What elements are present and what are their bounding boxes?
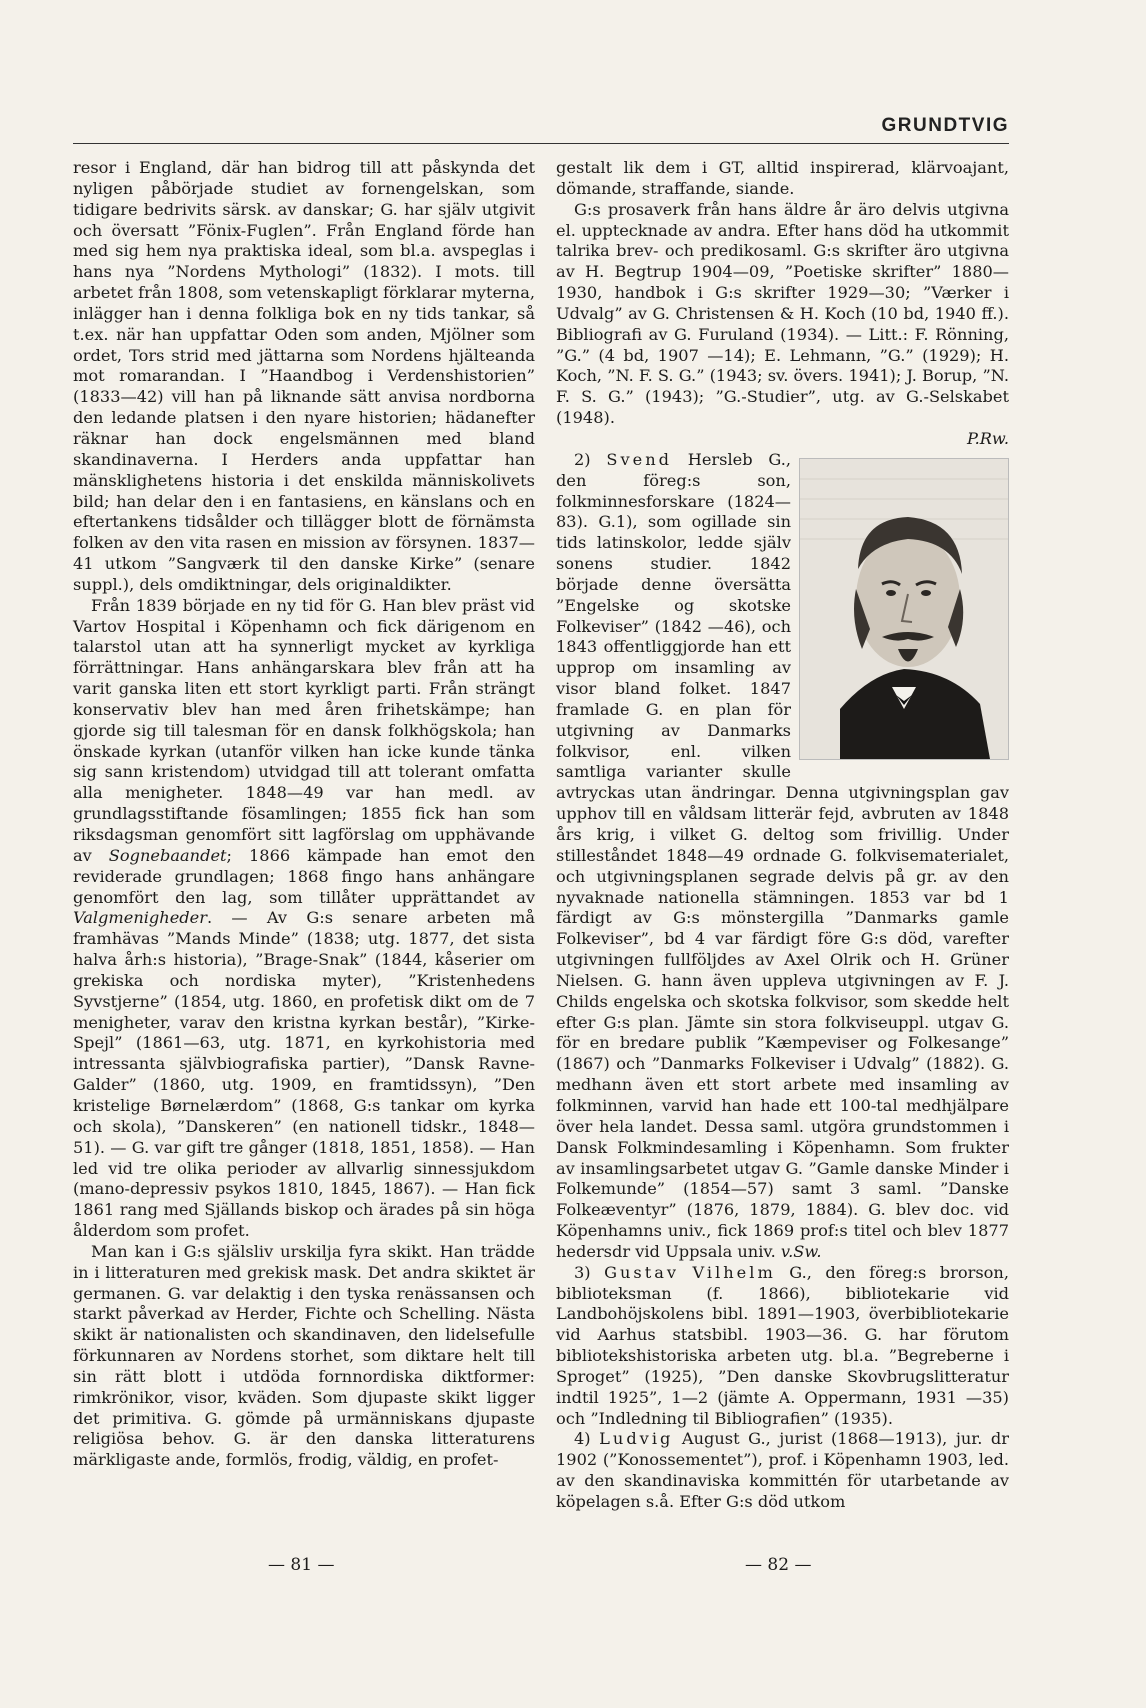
entry-name: Ludvig	[599, 1429, 674, 1449]
right-paragraph-1: gestalt lik dem i GT, alltid inspirerad, klärvoajant, dömande, straffande, siande.	[556, 158, 1009, 198]
page-number-right: — 82 —	[745, 1555, 812, 1575]
entry-name: Svend	[606, 449, 672, 469]
entry-number: 4)	[574, 1429, 591, 1449]
text-run: G., den föreg:s brorson, biblioteksman (f. 1866), bibliotekarie vid Landbohöjskolens bibl. 1891—1903, överbibliotekarie vid Aarhus statsbibl. 1903—36. G. har förutom bibliotekshistoriska arbeten utg. bl.a. ”Begreberne i Sproget” (1925), ”Den danske Skovbrugslitteratur indtil 1925”, 1—2 (jämte A. Oppermann, 1931 —35) och ”Indledning til Bibliografien” (1935).	[556, 1262, 1009, 1428]
right-paragraph-3	[556, 450, 1009, 1263]
entry-name: Gustav	[604, 1262, 680, 1282]
italic-term: Valgmenigheder	[73, 908, 207, 928]
right-paragraph-5	[556, 1429, 1009, 1512]
entry-number: 2)	[574, 449, 591, 469]
text-run: ; 1866 kämpade han emot den reviderade grundlagen; 1868 fingo hans anhängare genomfört den lag, som tillåter upprättandet av	[73, 845, 535, 907]
right-paragraph-2	[556, 200, 1009, 450]
text-run: . — Av G:s senare arbeten må framhävas ”Mands Minde” (1838; utg. 1877, det sista halva årh:s historia), ”Brage-Snak” (1844, kåserier om grekiska och nordiska myter), ”Kristenhedens Syvstjerne” (1854, utg. 1860, en profetisk dikt om de 7 menigheter, varav den kristna kyrkan består), ”Kirke-Spejl” (1861—63, utg. 1871, en kyrkohistoria med intressanta självbiografiska partier), ”Dansk Ravne-Galder” (1860, utg. 1909, en framtidssyn), ”Den kristelige Børnelærdom” (1868, G:s tankar om kyrka och skola), ”Danskeren” (en nationell tidskr., 1848—51). — G. var gift tre gånger (1818, 1851, 1858). — Han led vid tre olika perioder av allvarlig sinnessjukdom (mano-depressiv psykos 1810, 1845, 1867). — Han fick 1861 rang med Själlands biskop och ärades på sin höga ålderdom som profet.	[73, 908, 535, 1241]
entry-name: Vilhelm	[692, 1262, 776, 1282]
entry-number: 3)	[574, 1262, 591, 1282]
author-signature: v.Sw.	[780, 1241, 822, 1261]
text-run: August G., jurist (1868—1913), jur. dr 1902 (”Konossementet”), prof. i Köpenhamn 1903, led. av den skandinaviska kommittén för utarbetande av köpelagen s.å. Efter G:s död utkom	[556, 1429, 1009, 1511]
page-number-left: — 81 —	[268, 1555, 335, 1575]
text-run: Hersleb G., den föreg:s son, folkminnesforskare (1824—83). G.1), som ogillade sin tids latinskolor, ledde själv sonens studier. 1842 började denne översätta ”Engelske og skotske Folkeviser” (1842 —46), och 1843 offentliggjorde han ett upprop om insamling av visor bland folket. 1847 framlade G. en plan för utgivning av Danmarks folkvisor, enl. vilken samtliga varianter skulle avtryckas utan ändringar. Denna utgivningsplan gav upphov till en våldsam litterär fejd, avbruten av 1848 års krig, i vilket G. deltog som frivillig. Under stilleståndet 1848—49 ordnade G. folkvisematerialet, och utgivningsplanen segrade delvis på gr. av den nyvaknade nationella stämningen. 1853 var bd 1 färdigt av G:s mönstergilla ”Danmarks gamle Folkeviser”, bd 4 var färdigt före G:s död, varefter utgivningen fullföljdes av Axel Olrik och H. Grüner Nielsen. G. hann även uppleva utgivningen av F. J. Childs engelska och skotska folkvisor, som skedde helt efter G:s plan. Jämte sin stora folkviseuppl. utgav G. för en bredare publik ”Kæmpeviser og Folkesange” (1867) och ”Danmarks Folkeviser i Udvalg” (1882). G. medhann även ett stort arbete med insamling av folkminnen, varvid han hade ett 100-tal medhjälpare över hela landet. Dessa saml. utgöra grundstommen i Dansk Folkmindesamling i Köpenhamn. Som frukter av insamlingsarbetet utgav G. ”Gamle danske Minder i Folkemunde” (1854—57) samt 3 saml. ”Danske Folkeæventyr” (1876, 1879, 1884). G. blev doc. vid Köpenhamns univ., fick 1869 prof:s titel och blev 1877 hedersdr vid Uppsala univ.	[556, 449, 1009, 1261]
left-paragraph-2	[73, 596, 535, 1242]
text-run: Från 1839 började en ny tid för G. Han blev präst vid Vartov Hospital i Köpenhamn och fick därigenom en talarstol utan att ha synnerligt mycket av kyrkliga förrättningar. Hans anhängarskara blev från att ha varit ganska liten ett stort kyrkligt parti. Från strängt konservativ blev han med åren frihetskämpe; han gjorde sig till talesman för en dansk folkhögskola; han önskade kyrkan (utanför vilken han icke kunde tänka sig sann kristendom) utvidgad till att tolerant omfatta alla menigheter. 1848—49 var han medl. av grundlagsstiftande fösamlingen; 1855 fick han som riksdagsman genomfört sitt lagförslag om upphävande av	[73, 595, 535, 865]
text-run: G:s prosaverk från hans äldre år äro delvis utgivna el. upptecknade av andra. Efter hans död ha utkommit talrika brev- och predikosaml. G:s skrifter äro utgivna av H. Begtrup 1904—09, ”Poetiske skrifter” 1880—1930, handbok i G:s skrifter 1929—30; ”Værker i Udvalg” av G. Christensen & H. Koch (10 bd, 1940 ff.). Bibliografi av G. Furuland (1934). — Litt.: F. Rönning, ”G.” (4 bd, 1907 —14); E. Lehmann, ”G.” (1929); H. Koch, ”N. F. S. G.” (1943; sv. övers. 1941); J. Borup, ”N. F. S. G.” (1943); ”G.-Studier”, utg. av G.-Selskabet (1948).	[556, 199, 1009, 428]
portrait-image	[799, 458, 1009, 760]
author-signature: P.Rw.	[966, 428, 1009, 448]
right-column	[556, 158, 1009, 1513]
italic-term: Sognebaandet	[108, 845, 227, 865]
left-paragraph-3: Man kan i G:s själsliv urskilja fyra skikt. Han trädde in i litteraturen med grekisk mask. Det andra skiktet är germanen. G. var delaktig i den tyska renässansen och starkt påverkad av Herder, Fichte och Schelling. Nästa skikt är nationalisten och skandinaven, den lidelsefulle förkunnaren av Nordens storhet, som diktare helt till sin rätt blott i utdöda fornnordiska diktformer: rimkrönikor, visor, kväden. Som djupaste skikt ligger det primitiva. G. gömde på urmänniskans djupaste religiösa behov. G. är den danska litteraturens märkligaste ande, formlös, frodig, väldig, en profet-	[73, 1241, 535, 1470]
right-paragraph-4	[556, 1263, 1009, 1430]
left-column	[73, 158, 535, 1471]
header-rule	[73, 143, 1009, 144]
running-title: GRUNDTVIG	[881, 115, 1009, 136]
portrait-illustration	[800, 459, 1008, 759]
left-paragraph-1: resor i England, där han bidrog till att påskynda det nyligen påbörjade studiet av fornengelskan, som tidigare bedrivits särsk. av danskar; G. har själv utgivit och översatt ”Fönix-Fuglen”. Från England förde han med sig hem nya praktiska ideal, som bl.a. avspeglas i hans nya ”Nordens Mythologi” (1832). I mots. till arbetet från 1808, som vetenskapligt förklarar myterna, inlägger han i denna folkliga bok en ny tids tankar, så t.ex. när han uppfattar Oden som anden, Mjölner som ordet, Tors strid med jättarna som Nordens hjälteanda mot romarandan. I ”Haandbog i Verdenshistorien” (1833—42) vill han på liknande sätt anvisa nordborna den ledande platsen i den nyare historien; hädanefter räknar han dock engelsmännen med bland skandinaverna. I Herders anda uppfattar han mänsklighetens historia i det enskilda människolivets bild; han delar den i en fantasiens, en känslans och en eftertankens tidsålder och tillägger blott de förnämsta folken av den vita rasen en mission av försynen. 1837—41 utkom ”Sangværk til den danske Kirke” (senare suppl.), dels omdiktningar, dels originaldikter.	[73, 158, 535, 594]
